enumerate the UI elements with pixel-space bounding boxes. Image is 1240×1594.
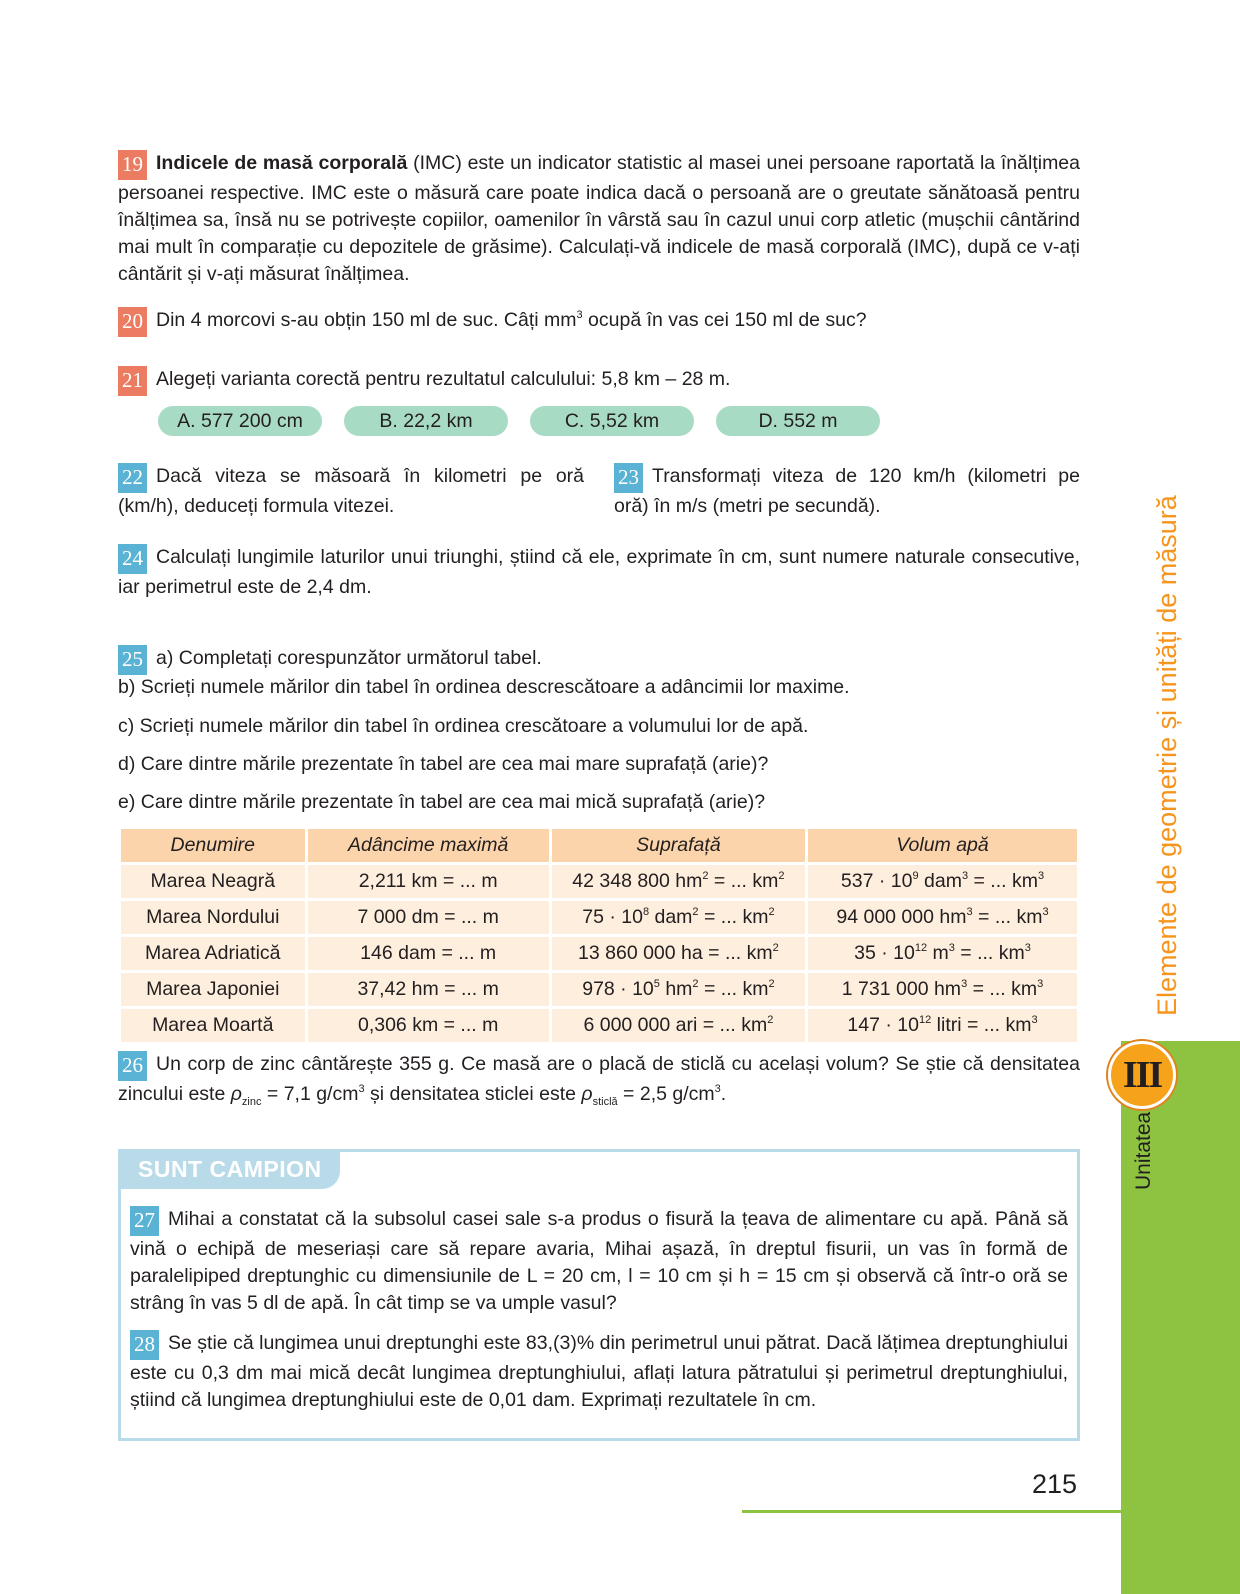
exercise-25-d: d) Care dintre mările prezentate în tabel are cea mai mare suprafață (arie)? bbox=[118, 753, 769, 775]
volume-cell[interactable]: 1 731 000 $hm^3$ = ... $km^3$ bbox=[807, 972, 1079, 1008]
sea-name: Marea Moartă bbox=[120, 1008, 307, 1044]
column-header: Volum apă bbox=[807, 828, 1079, 864]
table-header-row bbox=[120, 828, 1079, 864]
area-cell[interactable]: 6 000 000 ari = ... $km^2$ bbox=[550, 1008, 806, 1044]
column-header: Adâncime maximă bbox=[306, 828, 550, 864]
table-row bbox=[120, 1008, 1079, 1044]
table-row bbox=[120, 972, 1079, 1008]
sea-name: Marea Neagră bbox=[120, 864, 307, 900]
sea-name: Marea Japoniei bbox=[120, 972, 307, 1008]
volume-cell[interactable]: $147 \cdot 10^{12}$ litri = ... $km^3$ bbox=[807, 1008, 1079, 1044]
exercise-23 bbox=[614, 463, 1080, 520]
area-cell[interactable]: $978 \cdot 10^5$ $hm^2$ = ... $km^2$ bbox=[550, 972, 806, 1008]
exercise-25-e: e) Care dintre mările prezentate în tabel are cea mai mică suprafață (arie)? bbox=[118, 791, 766, 813]
option-b[interactable]: B. 22,2 km bbox=[344, 406, 508, 436]
depth-cell[interactable]: 7 000 dm = ... m bbox=[306, 900, 550, 936]
exercise-number: 19 bbox=[118, 150, 147, 180]
exercise-text: Mihai a constatat că la subsolul casei sale s-a produs o fisură la țeava de alimentare cu apă. Până să vină o echipă de meseriași care să repare avaria, Mihai așază, în dreptul fisurii, un vas în formă de paralelipiped dreptunghic cu dimensiunile de L = 20 cm, l = 10 cm și h = 15 cm și observă că într-o oră se strâng în vas 5 dl de apă. În cât timp se va umple vasul? bbox=[130, 1208, 1068, 1314]
unit-title: Elemente de geometrie și unități de măsură bbox=[1152, 495, 1182, 1016]
unit-number-badge bbox=[1108, 1041, 1176, 1109]
unit-number: III bbox=[1122, 1053, 1162, 1096]
column-header: Denumire bbox=[120, 828, 307, 864]
answer-options bbox=[158, 406, 880, 436]
area-cell[interactable]: 42 348 800 $hm^2$ = ... $km^2$ bbox=[550, 864, 806, 900]
exercise-number: 21 bbox=[118, 366, 147, 396]
volume-cell[interactable]: $537 \cdot 10^9$ dam$^3$ = ... $km^3$ bbox=[807, 864, 1079, 900]
unit-label: Unitatea bbox=[1132, 1111, 1155, 1190]
option-c[interactable]: C. 5,52 km bbox=[530, 406, 694, 436]
exercise-number: 22 bbox=[118, 463, 147, 493]
exercise-21 bbox=[118, 366, 1080, 396]
exercise-20 bbox=[118, 307, 1080, 337]
superscript: 3 bbox=[576, 309, 583, 321]
exercise-number: 23 bbox=[614, 463, 643, 493]
exercise-24 bbox=[118, 544, 1080, 601]
exercise-26: 26 Un corp de zinc cântărește 355 g. Ce masă are o placă de sticlă cu același volum? Se știe că densitatea zincului este $\rho_{zinc} = 7,1$ $g/cm^3$ și densitatea sticlei este $\rho_{sticlă} = 2,5$ $g/cm^3$. bbox=[118, 1053, 1080, 1108]
exercise-number: 25 bbox=[118, 645, 147, 675]
exercise-text: Se știe că lungimea unui dreptunghi este 83,(3)% din perimetrul unui pătrat. Dacă lățimea dreptunghiului este cu 0,3 dm mai mică decât lungimea dreptunghiului, aflați latura pătratului și perimetrul dreptunghiului, știind că lungimea dreptunghiului este de 0,01 dam. Exprimați rezultatele în cm. bbox=[130, 1332, 1068, 1411]
exercise-text: Transformați viteza de 120 km/h (kilometri pe oră) în m/s (metri pe secundă). bbox=[614, 465, 1080, 517]
volume-cell[interactable]: $35 \cdot 10^{12}$ $m^3$ = ... $km^3$ bbox=[807, 936, 1079, 972]
depth-cell[interactable]: 2,211 km = ... m bbox=[306, 864, 550, 900]
depth-cell[interactable]: 146 dam = ... m bbox=[306, 936, 550, 972]
exercise-text: a) Completați corespunzător următorul tabel. bbox=[156, 646, 542, 669]
area-cell[interactable]: $75 \cdot 10^8$ dam$^2$ = ... $km^2$ bbox=[550, 900, 806, 936]
option-d[interactable]: D. 552 m bbox=[716, 406, 880, 436]
volume-cell[interactable]: 94 000 000 $hm^3$ = ... $km^3$ bbox=[807, 900, 1079, 936]
exercise-text: Dacă viteza se măsoară în kilometri pe oră (km/h), deduceți formula vitezei. bbox=[118, 465, 584, 517]
table-row bbox=[120, 864, 1079, 900]
footer-line bbox=[742, 1510, 1122, 1513]
exercise-number: 20 bbox=[118, 307, 147, 337]
exercise-text: (IMC) este un indicator statistic al masei unei persoane raportată la înălțimea persoanei respective. IMC este o măsură care poate indica dacă o persoană are o greutate sănătoasă pentru înălțimea sa, însă nu se potrivește copiilor, oamenilor în vârstă sau în cazul unui corp atletic (mușchii cântărind mai mult în comparație cu depozitele de grăsime). Calculați-vă indicele de masă corporală (IMC), după ce v-ați cântărit și v-ați măsurat înălțimea. bbox=[118, 152, 1081, 285]
exercise-28 bbox=[130, 1330, 1068, 1414]
table-row bbox=[120, 936, 1079, 972]
seas-table bbox=[118, 826, 1080, 1045]
depth-cell[interactable]: 37,42 hm = ... m bbox=[306, 972, 550, 1008]
exercise-text: Din 4 morcovi s-au obțin 150 ml de suc. Câți mm bbox=[156, 309, 577, 331]
exercise-text: Calculați lungimile laturilor unui triunghi, știind că ele, exprimate în cm, sunt numere naturale consecutive, iar perimetrul este de 2,4 dm. bbox=[118, 546, 1080, 598]
exercise-number: 24 bbox=[118, 544, 147, 574]
page-number: 215 bbox=[1032, 1469, 1078, 1499]
exercise-number: 27 bbox=[130, 1206, 159, 1236]
exercise-25-b: b) Scrieți numele mărilor din tabel în ordinea descrescătoare a adâncimii lor maxime. bbox=[118, 676, 850, 698]
exercise-number: 26 bbox=[118, 1051, 147, 1081]
sea-name: Marea Adriatică bbox=[120, 936, 307, 972]
champion-title: SUNT CAMPION bbox=[118, 1149, 340, 1189]
depth-cell[interactable]: 0,306 km = ... m bbox=[306, 1008, 550, 1044]
sea-name: Marea Nordului bbox=[120, 900, 307, 936]
area-cell[interactable]: 13 860 000 ha = ... $km^2$ bbox=[550, 936, 806, 972]
column-header: Suprafață bbox=[550, 828, 806, 864]
exercise-27 bbox=[130, 1206, 1068, 1317]
exercise-bold-term: Indicele de masă corporală bbox=[156, 152, 408, 174]
exercise-text: ocupă în vas cei 150 ml de suc? bbox=[582, 309, 867, 331]
exercise-number: 28 bbox=[130, 1330, 159, 1360]
table-row bbox=[120, 900, 1079, 936]
exercise-25-c: c) Scrieți numele mărilor din tabel în ordinea crescătoare a volumului lor de apă. bbox=[118, 715, 809, 737]
exercise-22 bbox=[118, 463, 584, 520]
exercise-25-a bbox=[118, 645, 1080, 675]
exercise-text: Alegeți varianta corectă pentru rezultatul calculului: 5,8 km – 28 m. bbox=[156, 368, 731, 390]
option-a[interactable]: A. 577 200 cm bbox=[158, 406, 322, 436]
exercise-19 bbox=[118, 150, 1080, 288]
